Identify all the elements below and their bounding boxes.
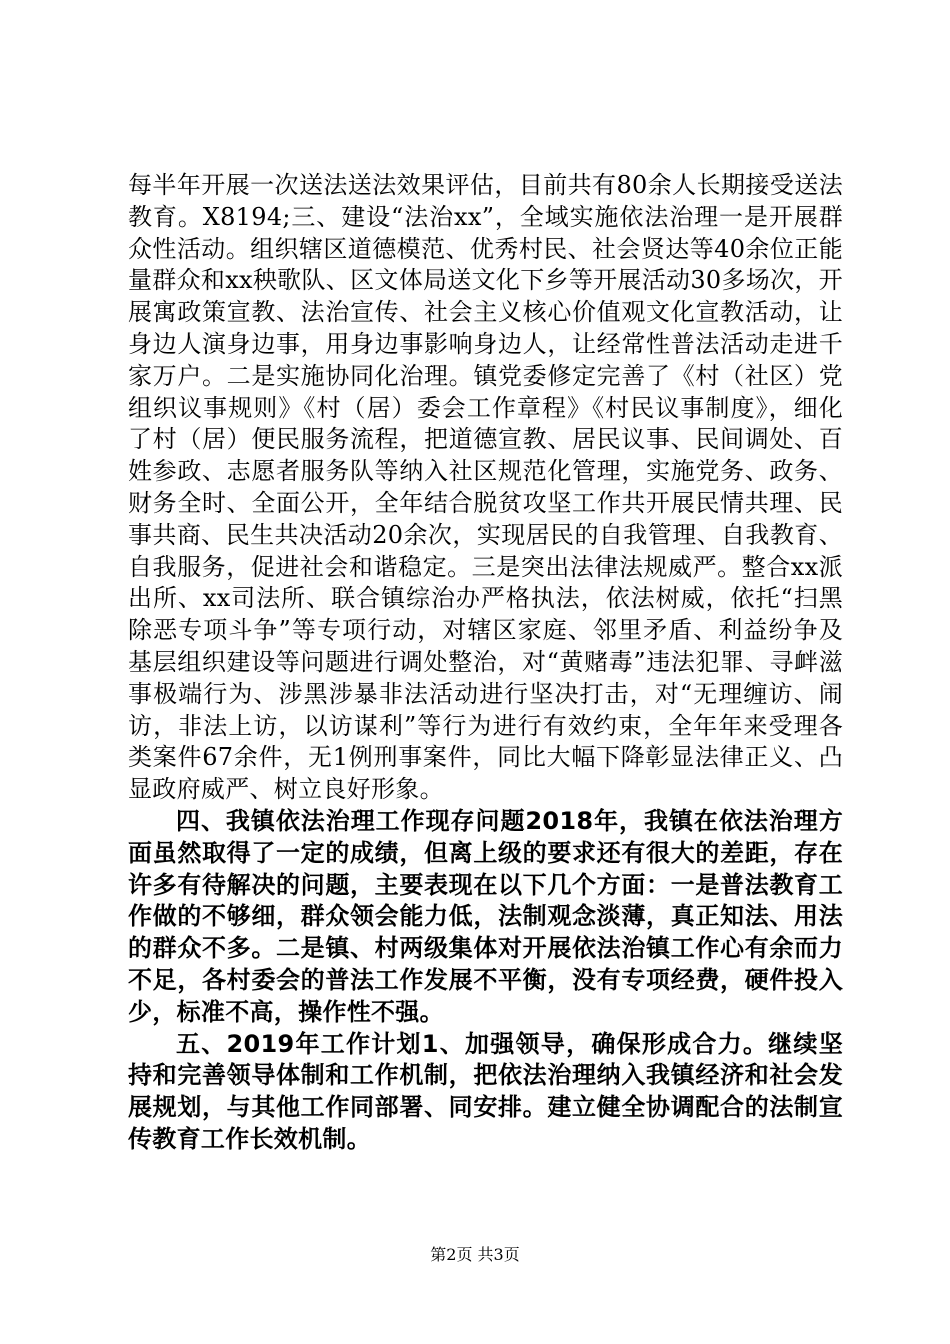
page-footer: 第2页 共3页 [430,1245,520,1264]
paragraph-1: 每半年开展一次送法送法效果评估，目前共有80余人长期接受送法教育。X8194;三、建设“法治xx”，全域实施依法治理一是开展群众性活动。组织辖区道德模范、优秀村民、社会贤达等40余位正能量群众和xx秧歌队、区文体局送文化下乡等开展活动30多场次，开展寓政策宣教、法治宣传、社会主义核心价值观文化宣教活动，让身边人演身边事，用身边事影响身边人，让经常性普法活动走进千家万户。二是实施协同化治理。镇党委修定完善了《村（社区）党组织议事规则》《村（居）委会工作章程》《村民议事制度》，细化了村（居）便民服务流程，把道德宣教、居民议事、民间调处、百姓参政、志愿者服务队等纳入社区规范化管理，实施党务、政务、财务全时、全面公开，全年结合脱贫攻坚工作共开展民情共理、民事共商、民生共决活动20余次，实现居民的自我管理、自我教育、自我服务，促进社会和谐稳定。三是突出法律法规威严。整合xx派出所、xx司法所、联合镇综治办严格执法，依法树威，依托“扫黑除恶专项斗争”等专项行动，对辖区家庭、邻里矛盾、利益纷争及基层组织建设等问题进行调处整治，对“黄赌毒”违法犯罪、寻衅滋事极端行为、涉黑涉暴非法活动进行坚决打击，对“无理缠访、闹访，非法上访，以访谋利”等行为进行有效约束，全年年来受理各类案件67余件，无1例刑事案件，同比大幅下降彰显法律正义、凸显政府威严、树立良好形象。 [128,171,843,804]
paragraph-3: 五、2019年工作计划1、加强领导，确保形成合力。继续坚持和完善领导体制和工作机制，把依法治理纳入我镇经济和社会发展规划，与其他工作同部署、同安排。建立健全协调配合的法制宣传教育工作长效机制。 [128,1029,843,1153]
document-body [128,170,843,1156]
paragraph-2: 四、我镇依法治理工作现存问题2018年，我镇在依法治理方面虽然取得了一定的成绩，但离上级的要求还有很大的差距，存在许多有待解决的问题，主要表现在以下几个方面：一是普法教育工作做的不够细，群众领会能力低，法制观念淡薄，真正知法、用法的群众不多。二是镇、村两级集体对开展依法治镇工作心有余而力不足，各村委会的普法工作发展不平衡，没有专项经费，硬件投入少，标准不高，操作性不强。 [128,806,843,1026]
